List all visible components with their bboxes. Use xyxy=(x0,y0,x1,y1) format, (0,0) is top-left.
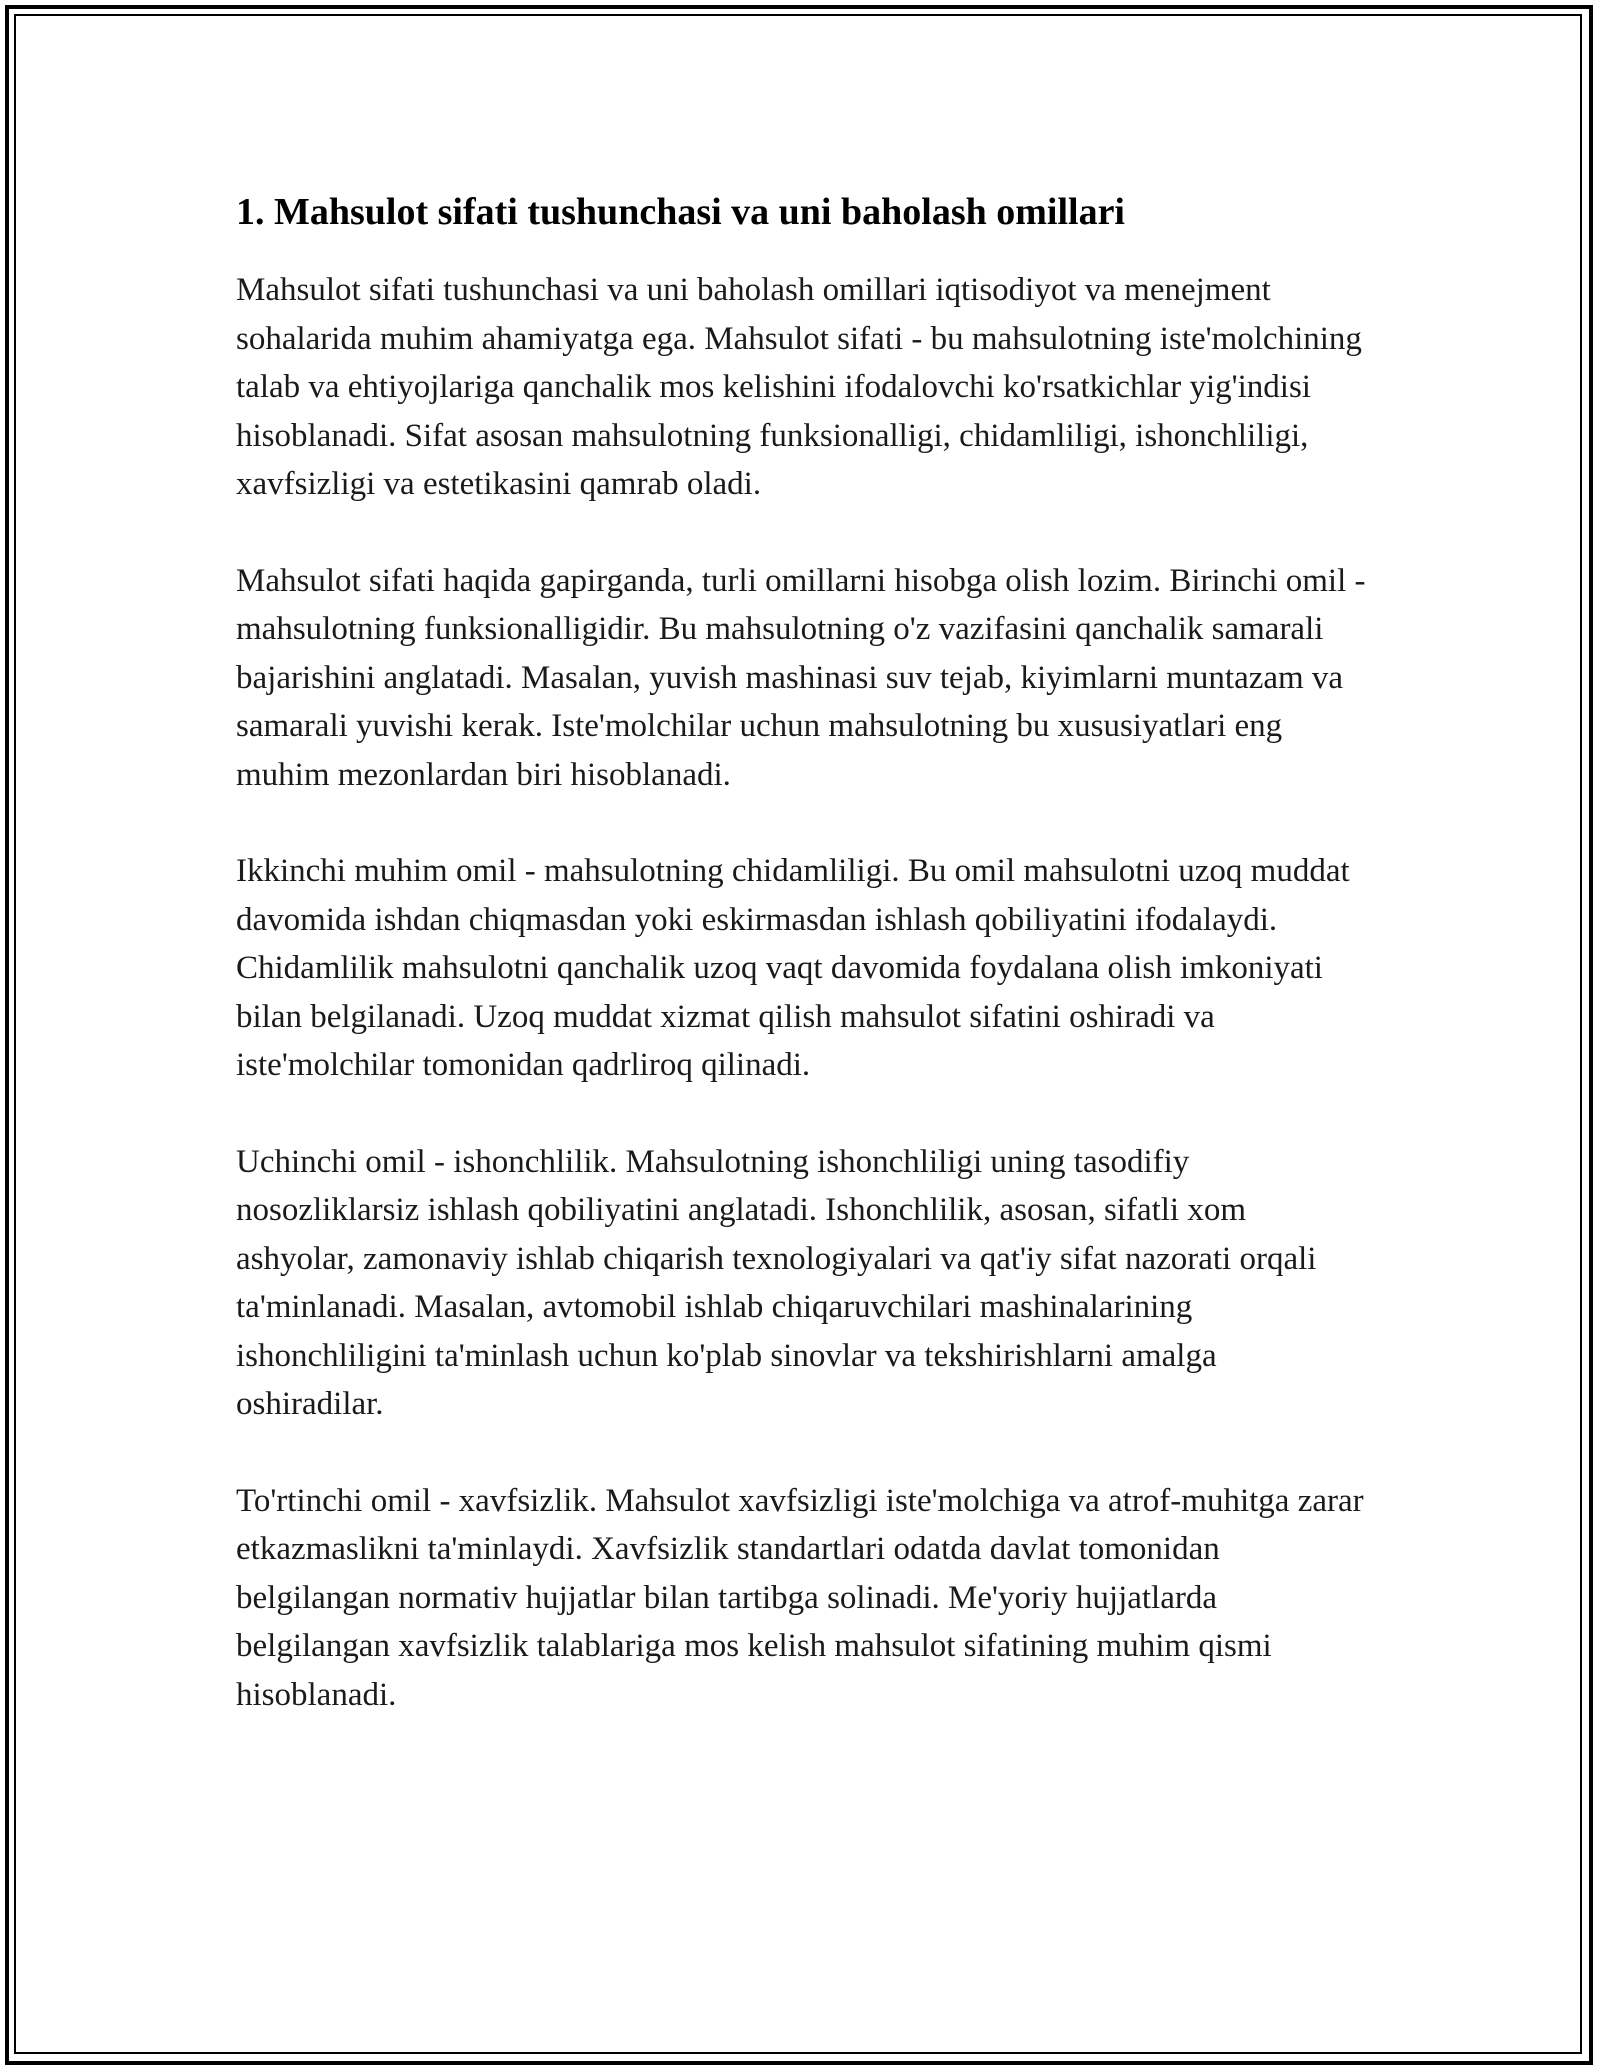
paragraph-1: Mahsulot sifati tushunchasi va uni baholash omillari iqtisodiyot va menejment sohalarida muhim ahamiyatga ega. Mahsulot sifati - bu mahsulotning iste'molchining talab va ehtiyojlariga qanchalik mos kelishini ifodalovchi ko'rsatkichlar yig'indisi hisoblanadi. Sifat asosan mahsulotning funksionalligi, chidamliligi, ishonchliligi, xavfsizligi va estetikasini qamrab oladi. xyxy=(236,272,1362,502)
paragraph-2: Mahsulot sifati haqida gapirganda, turli omillarni hisobga olish lozim. Birinchi omil - mahsulotning funksionalligidir. Bu mahsulotning o'z vazifasini qanchalik samarali bajarishini anglatadi. Masalan, yuvish mashinasi suv tejab, kiyimlarni muntazam va samarali yuvishi kerak. Iste'molchilar uchun mahsulotning bu xususiyatlari eng muhim mezonlardan biri hisoblanadi. xyxy=(236,562,1366,793)
paragraph-3: Ikkinchi muhim omil - mahsulotning chidamliligi. Bu omil mahsulotni uzoq muddat davomida ishdan chiqmasdan yoki eskirmasdan ishlash qobiliyatini ifodalaydi. Chidamlilik mahsulotni qanchalik uzoq vaqt davomida foydalana olish imkoniyati bilan belgilanadi. Uzoq muddat xizmat qilish mahsulot sifatini oshiradi va iste'molchilar tomonidan qadrliroq qilinadi. xyxy=(236,853,1350,1083)
section-heading: 1. Mahsulot sifati tushunchasi va uni baholash omillari xyxy=(236,191,1125,233)
paragraph-4: Uchinchi omil - ishonchlilik. Mahsulotning ishonchliligi uning tasodifiy nosozliklarsiz ishlash qobiliyatini anglatadi. Ishonchlilik, asosan, sifatli xom ashyolar, zamonaviy ishlab chiqarish texnologiyalari va qat'iy sifat nazorati orqali ta'minlanadi. Masalan, avtomobil ishlab chiqaruvchilari mashinalarining ishonchliligini ta'minlash uchun ko'plab sinovlar va tekshirishlarni amalga oshiradilar. xyxy=(236,1143,1317,1422)
paragraph-5: To'rtinchi omil - xavfsizlik. Mahsulot xavfsizligi iste'molchiga va atrof-muhitga zarar etkazmaslikni ta'minlaydi. Xavfsizlik standartlari odatda davlat tomonidan belgilangan normativ hujjatlar bilan tartibga solinadi. Me'yoriy hujjatlarda belgilangan xavfsizlik talablariga mos kelish mahsulot sifatining muhim qismi hisoblanadi. xyxy=(236,1482,1364,1713)
document-body xyxy=(236,186,1366,1767)
